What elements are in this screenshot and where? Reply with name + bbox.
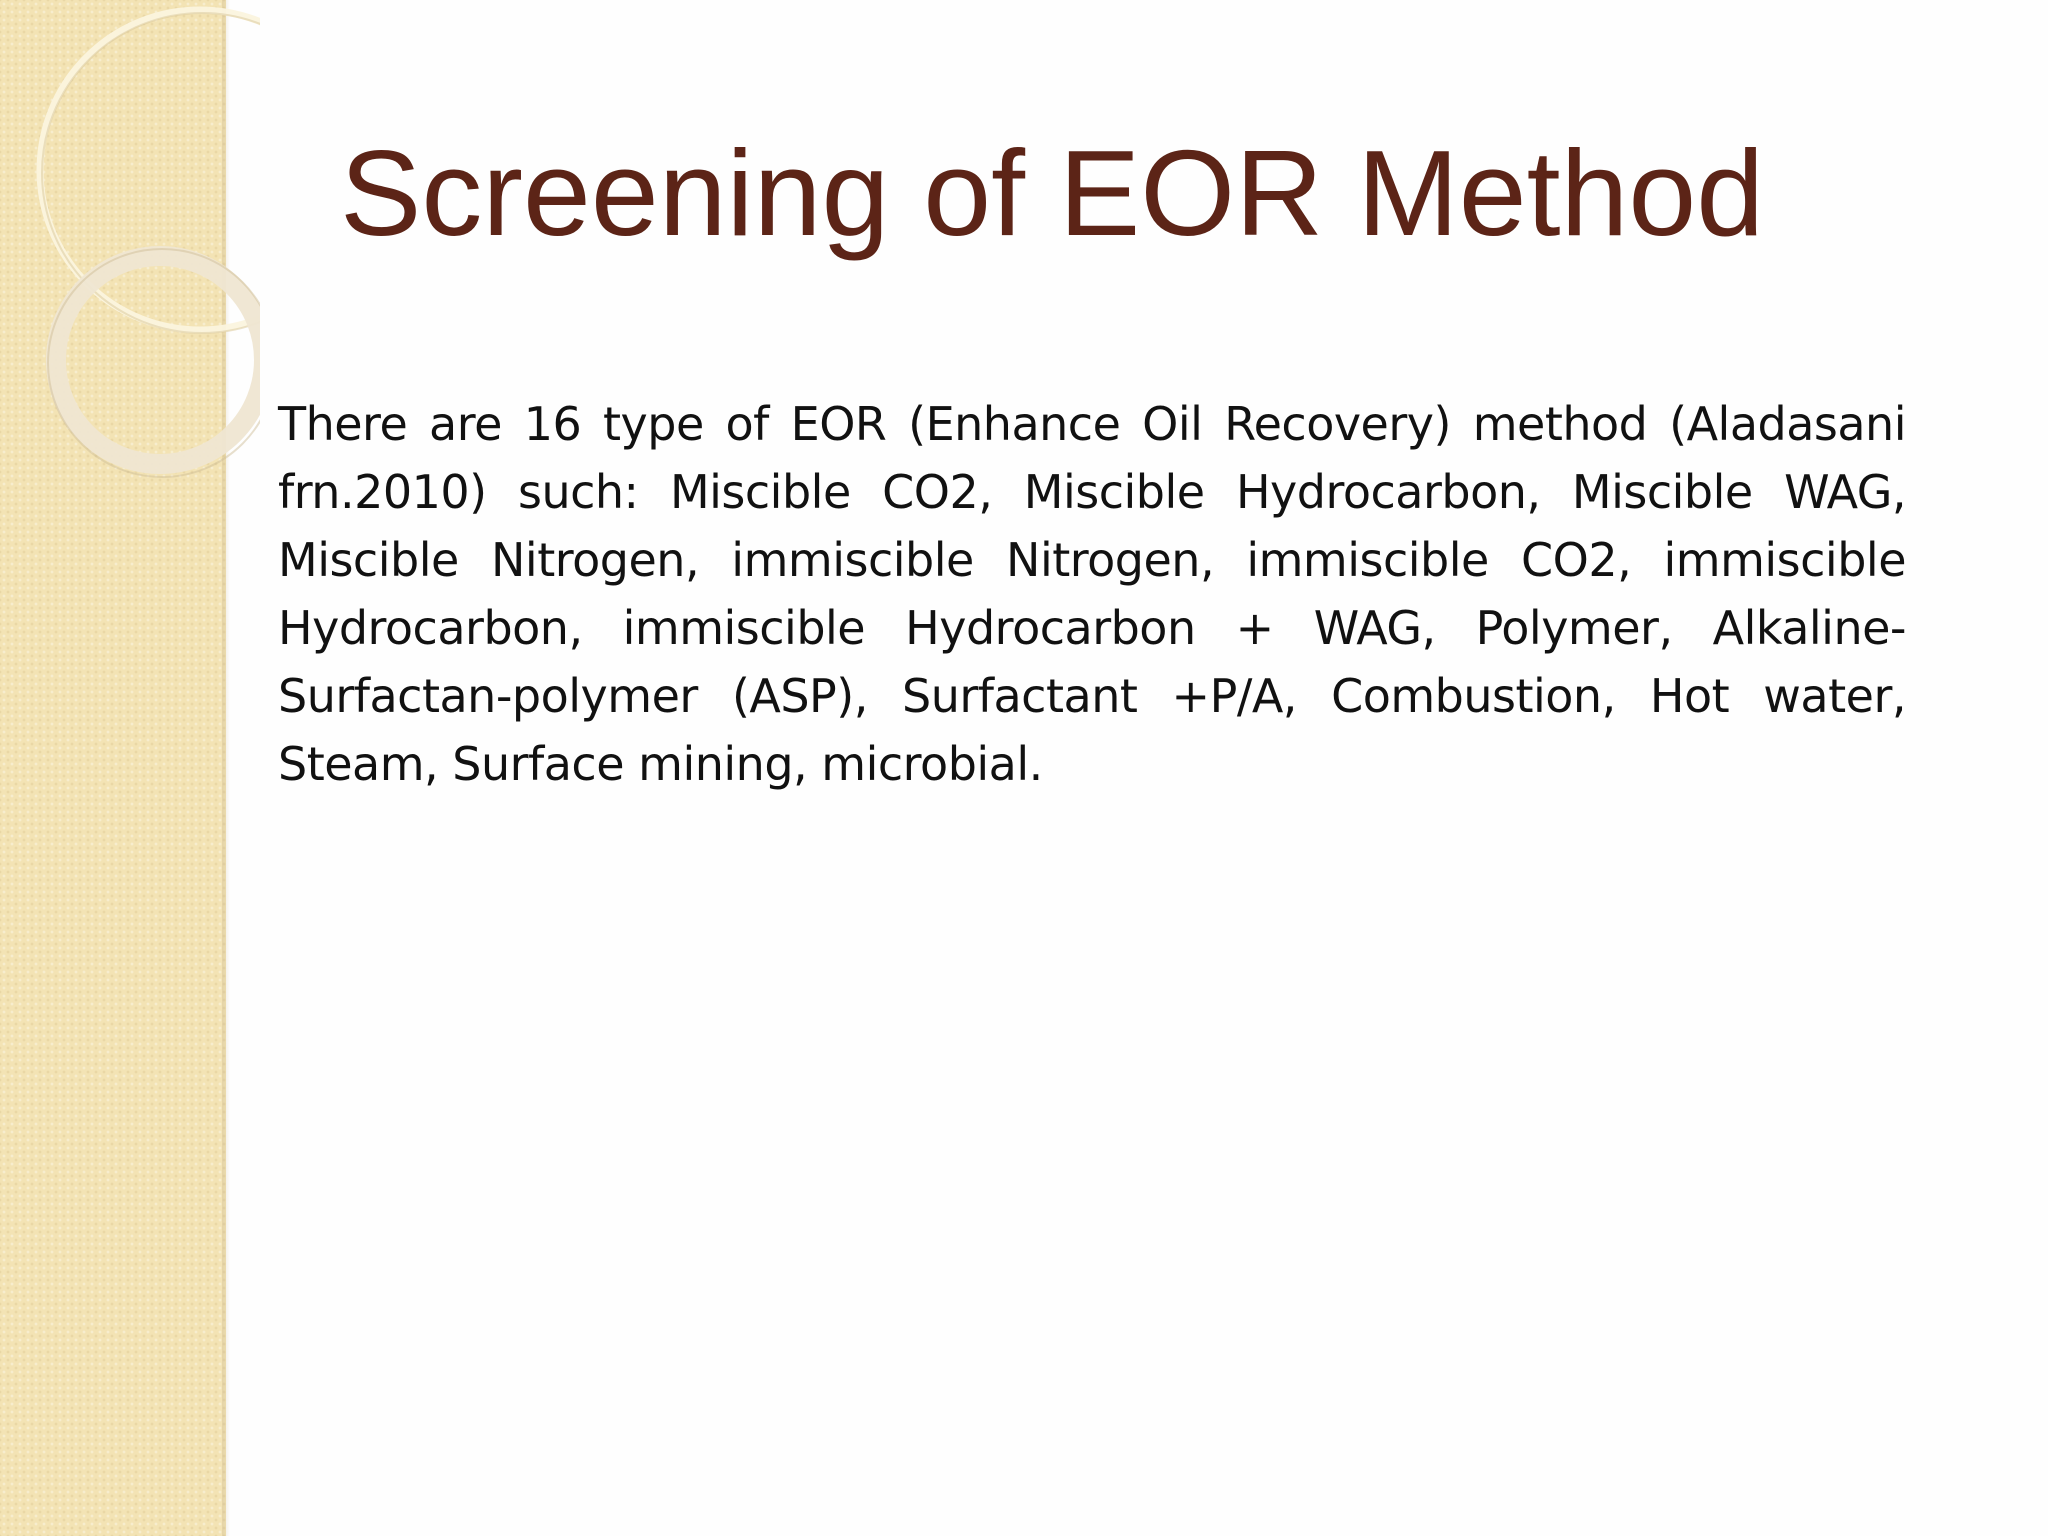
slide-body-text: There are 16 type of EOR (Enhance Oil Recovery) method (Aladasani frn.2010) such: Miscible CO2, Miscible Hydrocarbon, Miscible WAG, Miscible Nitrogen, immiscible Nitrogen, immiscible CO2, immiscible Hydrocarbon, immiscible Hydrocarbon + WAG, Polymer, Alkaline-Surfactan-polymer (ASP), Surfactant +P/A, Combustion, Hot water, Steam, Surface mining, microbial.: [278, 397, 1906, 791]
small-ring: [56, 256, 260, 464]
slide-title: Screening of EOR Method: [340, 125, 1765, 261]
decorative-rings: [0, 0, 260, 520]
